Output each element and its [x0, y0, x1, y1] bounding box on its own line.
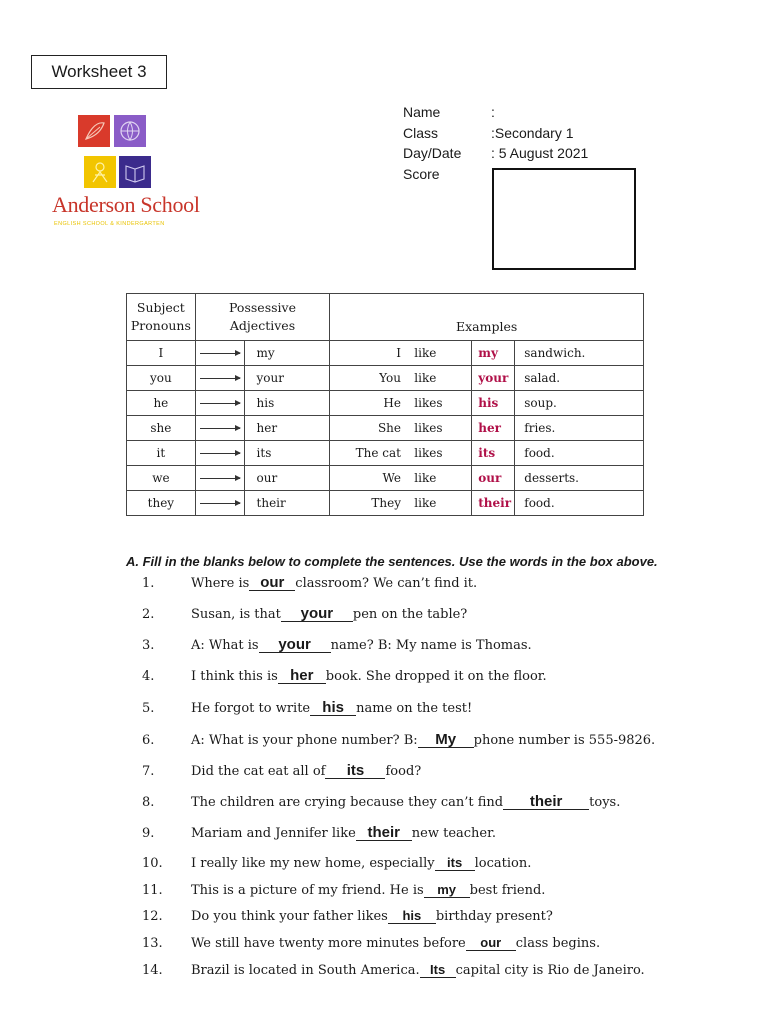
- arrow-right-icon: [200, 403, 240, 404]
- example-cell: [330, 341, 644, 366]
- example-verb: like: [414, 496, 437, 510]
- question-number: 12.: [142, 909, 163, 924]
- question-text: [191, 669, 547, 684]
- example-subject: He: [383, 396, 401, 410]
- question-before: Where is: [191, 576, 250, 591]
- example-adjective: our: [478, 471, 502, 485]
- subject-pronoun: I: [127, 341, 196, 366]
- question-before: Mariam and Jennifer like: [191, 826, 356, 841]
- question-after: new teacher.: [411, 826, 497, 841]
- arrow-right-icon: [200, 353, 240, 354]
- subject-pronoun: you: [127, 366, 196, 391]
- worksheet-title: Worksheet 3: [31, 55, 167, 89]
- question-after: location.: [474, 856, 532, 871]
- example-subject: You: [379, 371, 401, 385]
- question-text: [191, 764, 421, 779]
- question-number: 1.: [142, 576, 155, 591]
- question-text: [191, 856, 531, 871]
- example-adjective: my: [478, 346, 498, 360]
- logo-purple-square: [114, 115, 146, 147]
- logo-red-square: [78, 115, 110, 147]
- header-subject-pronouns: Subject Pronouns: [127, 294, 196, 341]
- question-after: birthday present?: [435, 909, 553, 924]
- subject-pronoun: it: [127, 441, 196, 466]
- possessive-adjective: her: [244, 416, 330, 441]
- question-number: 2.: [142, 607, 155, 622]
- possessive-adjective: its: [244, 441, 330, 466]
- possessive-adjective: his: [244, 391, 330, 416]
- subject-pronoun: we: [127, 466, 196, 491]
- name-value: :: [491, 104, 495, 120]
- answer-blank[interactable]: their: [356, 826, 412, 841]
- question-before: Did the cat eat all of: [191, 764, 326, 779]
- question-after: capital city is Rio de Janeiro.: [455, 963, 645, 978]
- example-adjective: her: [478, 421, 501, 435]
- arrow-cell: [195, 366, 244, 391]
- answer-blank[interactable]: their: [503, 795, 589, 810]
- class-value: :Secondary 1: [491, 124, 574, 141]
- answer-blank[interactable]: your: [259, 638, 331, 653]
- arrow-cell: [195, 391, 244, 416]
- question-after: classroom? We can’t find it.: [295, 576, 478, 591]
- question-after: name on the test!: [356, 701, 473, 716]
- example-adjective: your: [478, 371, 509, 385]
- question-text: [191, 638, 532, 653]
- answer-blank[interactable]: its: [325, 764, 385, 779]
- subject-pronoun: they: [127, 491, 196, 516]
- score-box[interactable]: [492, 168, 636, 270]
- question-number: 5.: [142, 701, 155, 716]
- question-number: 3.: [142, 638, 155, 653]
- answer-blank[interactable]: my: [424, 883, 470, 898]
- question-text: [191, 826, 496, 841]
- answer-blank[interactable]: our: [466, 936, 516, 951]
- leaf-icon: [78, 115, 110, 147]
- question-after: best friend.: [469, 883, 546, 898]
- example-subject: They: [371, 496, 401, 510]
- arrow-cell: [195, 341, 244, 366]
- example-adjective: his: [478, 396, 499, 410]
- question-number: 13.: [142, 936, 163, 951]
- arrow-right-icon: [200, 378, 240, 379]
- question-text: [191, 733, 655, 748]
- question-before: I really like my new home, especially: [191, 856, 435, 871]
- question-before: A: What is your phone number? B:: [191, 733, 418, 748]
- question-number: 9.: [142, 826, 155, 841]
- question-number: 14.: [142, 963, 163, 978]
- question-after: toys.: [589, 795, 621, 810]
- question-text: [191, 795, 620, 810]
- book-icon: [119, 156, 151, 188]
- example-verb: like: [414, 371, 437, 385]
- answer-blank[interactable]: our: [249, 576, 295, 591]
- example-verb: like: [414, 471, 437, 485]
- instructions: A. Fill in the blanks below to complete the sentences. Use the words in the box above.: [126, 554, 658, 569]
- example-noun: food.: [524, 446, 555, 460]
- school-name: Anderson School: [52, 192, 200, 217]
- question-after: class begins.: [515, 936, 601, 951]
- example-noun: desserts.: [524, 471, 579, 485]
- question-number: 8.: [142, 795, 155, 810]
- subject-pronoun: she: [127, 416, 196, 441]
- question-after: pen on the table?: [352, 607, 468, 622]
- question-before: We still have twenty more minutes before: [191, 936, 466, 951]
- example-adjective: their: [478, 496, 512, 510]
- example-cell: [330, 466, 644, 491]
- answer-blank[interactable]: his: [310, 701, 356, 716]
- example-verb: like: [414, 346, 437, 360]
- pronoun-table: [126, 293, 644, 516]
- date-value: : 5 August 2021: [491, 145, 589, 161]
- score-label: Score: [403, 165, 440, 182]
- answer-blank[interactable]: Its: [420, 963, 456, 978]
- question-before: He forgot to write: [191, 701, 311, 716]
- question-before: Brazil is located in South America.: [191, 963, 420, 978]
- example-cell: [330, 391, 644, 416]
- example-subject: We: [382, 471, 401, 485]
- question-text: [191, 909, 553, 924]
- question-after: book. She dropped it on the floor.: [325, 669, 547, 684]
- possessive-adjective: our: [244, 466, 330, 491]
- date-label: Day/Date: [403, 145, 462, 161]
- arrow-right-icon: [200, 428, 240, 429]
- arrow-right-icon: [200, 453, 240, 454]
- table-row: [127, 416, 644, 441]
- question-number: 7.: [142, 764, 155, 779]
- answer-blank[interactable]: her: [278, 669, 326, 684]
- example-adjective: its: [478, 446, 496, 460]
- example-subject: I: [396, 346, 401, 360]
- question-before: Susan, is that: [191, 607, 281, 622]
- example-noun: soup.: [524, 396, 557, 410]
- question-text: [191, 936, 600, 951]
- school-tagline: ENGLISH SCHOOL & KINDERGARTEN: [54, 221, 165, 227]
- subject-pronoun: he: [127, 391, 196, 416]
- arrow-cell: [195, 416, 244, 441]
- globe-icon: [114, 115, 146, 147]
- question-text: [191, 963, 645, 978]
- example-subject: The cat: [355, 446, 401, 460]
- table-row: [127, 491, 644, 516]
- example-subject: She: [377, 421, 401, 435]
- question-after: name? B: My name is Thomas.: [330, 638, 532, 653]
- example-noun: sandwich.: [524, 346, 586, 360]
- arrow-cell: [195, 466, 244, 491]
- question-before: Do you think your father likes: [191, 909, 388, 924]
- example-verb: likes: [414, 396, 443, 410]
- question-after: phone number is 555-9826.: [473, 733, 656, 748]
- example-cell: [330, 491, 644, 516]
- arrow-cell: [195, 441, 244, 466]
- answer-blank[interactable]: your: [281, 607, 353, 622]
- answer-blank[interactable]: My: [418, 733, 474, 748]
- question-text: [191, 576, 477, 591]
- question-before: The children are crying because they can’t find: [191, 795, 504, 810]
- table-row: [127, 441, 644, 466]
- example-cell: [330, 441, 644, 466]
- example-noun: salad.: [524, 371, 561, 385]
- question-number: 4.: [142, 669, 155, 684]
- answer-blank[interactable]: his: [388, 909, 436, 924]
- logo-navy-square: [119, 156, 151, 188]
- table-row: [127, 391, 644, 416]
- child-icon: [84, 156, 116, 188]
- arrow-right-icon: [200, 478, 240, 479]
- school-logo: [48, 110, 198, 240]
- example-verb: likes: [414, 446, 443, 460]
- table-row: [127, 466, 644, 491]
- header-possessive-adjectives: Possessive Adjectives: [195, 294, 330, 341]
- table-header: [127, 294, 644, 341]
- question-text: [191, 883, 545, 898]
- arrow-cell: [195, 491, 244, 516]
- answer-blank[interactable]: its: [435, 856, 475, 871]
- example-noun: fries.: [524, 421, 556, 435]
- question-before: A: What is: [191, 638, 259, 653]
- name-label: Name: [403, 104, 441, 120]
- question-before: I think this is: [191, 669, 278, 684]
- table-row: [127, 366, 644, 391]
- question-after: food?: [385, 764, 422, 779]
- example-noun: food.: [524, 496, 555, 510]
- question-number: 10.: [142, 856, 163, 871]
- table-row: [127, 341, 644, 366]
- question-text: [191, 607, 467, 622]
- example-cell: [330, 416, 644, 441]
- question-before: This is a picture of my friend. He is: [191, 883, 424, 898]
- logo-yellow-square: [84, 156, 116, 188]
- class-label: Class: [403, 124, 439, 141]
- question-number: 11.: [142, 883, 163, 898]
- possessive-adjective: their: [244, 491, 330, 516]
- question-number: 6.: [142, 733, 155, 748]
- example-cell: [330, 366, 644, 391]
- header-examples: Examples: [330, 294, 644, 341]
- possessive-adjective: my: [244, 341, 330, 366]
- arrow-right-icon: [200, 503, 240, 504]
- question-text: [191, 701, 472, 716]
- example-verb: likes: [414, 421, 443, 435]
- possessive-adjective: your: [244, 366, 330, 391]
